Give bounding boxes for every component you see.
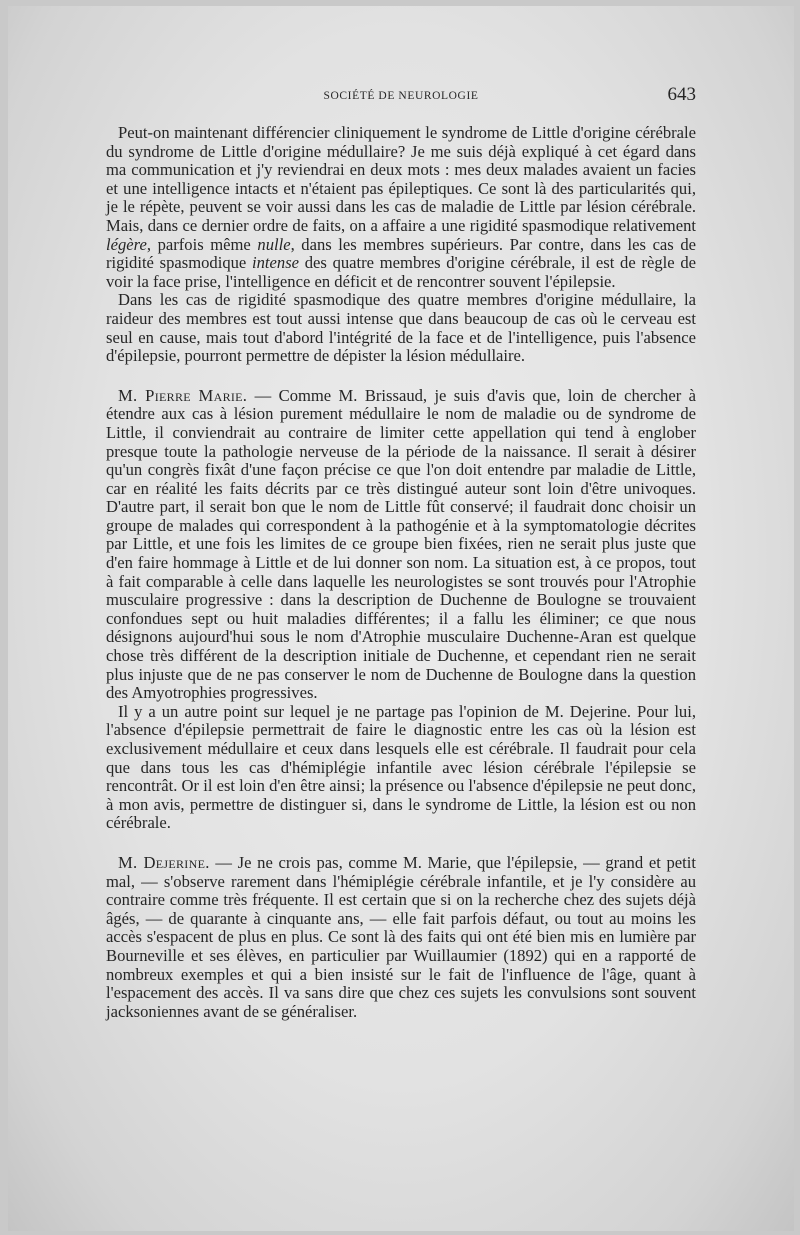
paragraph-text: des quatre membres d'origine cérébrale, il est de règle de voir la face prise, l'intelligence en déficit et de rencontrer souvent l'épilepsie.: [106, 253, 696, 291]
paragraph-text: Il y a un autre point sur lequel je ne partage pas l'opinion de M. Dejerine. Pour lui, l'absence d'épilepsie permettrait de faire le diagnostic entre les cas où la lésion est exclusivement médullaire et ceux dans lesquels elle est cérébrale. Il faudrait pour cela que dans tous les cas d'hémiplégie infantile avec lésion cérébrale l'épilepsie se rencontrât. Or il est loin d'en être ainsi; la présence ou l'absence d'épilepsie ne peut donc, à mon avis, permettre de distinguer si, dans le syndrome de Little, la lésion est ou non cérébrale.: [106, 701, 696, 833]
paragraph-text: — Comme M. Brissaud, je suis d'avis que, loin de chercher à étendre aux cas à lésion purement médullaire le nom de maladie ou de syndrome de Little, il conviendrait au contraire de limiter cette appellation qui tend à englober presque toute la pathologie nerveuse de la période de la naissance. Il serait à désirer qu'un congrès fixât d'une façon précise ce que l'on doit entendre par maladie de Little, car en réalité les faits décrits par ce très distingué auteur sont loin d'être univoques. D'autre part, il serait bon que le nom de Little fût conservé; il faudrait donc choisir un groupe de malades qui correspondent à la pathogénie et à la symptomatologie décrites par Little, et une fois les limites de ce groupe bien fixées, rien ne serait plus juste que d'en faire hommage à Little et de lui donner son nom. La situation est, à ce propos, tout à fait comparable à celle dans laquelle les neurologistes se sont trouvés pour l'Atrophie musculaire progressive : dans la description de Duchenne de Boulogne se trouvaient confondues sept ou huit maladies différentes; il a fallu les éliminer; ce que nous désignons aujourd'hui sous le nom d'Atrophie musculaire Duchenne-Aran est quelque chose très différent de la description initiale de Duchenne, et cependant rien ne serait plus injuste que de ne pas conserver le nom de Duchenne de Boulogne dans la question des Amyotrophies progressives.: [106, 385, 696, 703]
page-number: 643: [667, 84, 696, 105]
speaker-name: M. Dejerine.: [118, 852, 210, 872]
speaker-name: M. Pierre Marie.: [118, 385, 248, 405]
page-content: [106, 84, 696, 1021]
running-head: SOCIÉTÉ DE NEUROLOGIE: [323, 90, 479, 102]
paragraph-little-syndrome-differentiation: [106, 124, 696, 291]
page-header: [106, 84, 696, 112]
paragraph-medullary-rigidity: [106, 291, 696, 365]
paragraph-text: Peut-on maintenant différencier cliniquement le syndrome de Little d'origine cérébrale du syndrome de Little d'origine médullaire? Je me suis déjà expliqué à cet égard dans ma communication et j'y reviendrai en deux mots : mes deux malades avaient un facies et une intelligence intacts et n'étaient pas épileptiques. Ce sont là des particularités qui, je le répète, peuvent se voir aussi dans les cas de maladie de Little par lésion cérébrale. Mais, dans ce dernier ordre de faits, on a affaire a une rigidité spasmodique relativement: [106, 123, 696, 235]
italic-word: intense: [252, 253, 300, 273]
scanned-page: [8, 6, 794, 1231]
paragraph-text: , dans les membres supérieurs. Par contre, dans les cas de rigidité spasmodique: [106, 234, 696, 273]
paragraph-text: , parfois même: [146, 234, 258, 254]
paragraph-epilepsy-diagnosis: [106, 703, 696, 833]
italic-word: nulle: [257, 234, 291, 254]
paragraph-text: Dans les cas de rigidité spasmodique des quatre membres d'origine médullaire, la raideur des membres est tout aussi intense que dans beaucoup de cas où le cerveau est seul en cause, mais tout d'abord l'intégrité de la face et de l'intelligence, puis l'absence d'épilepsie, pourront permettre de dépister la lésion médullaire.: [106, 290, 696, 366]
paragraph-text: — Je ne crois pas, comme M. Marie, que l'épilepsie, — grand et petit mal, — s'observe rarement dans l'hémiplégie cérébrale infantile, et je l'y considère au contraire comme très fréquente. Il est certain que si on la recherche chez des sujets déjà âgés, — de quarante à cinquante ans, — elle fait parfois défaut, ou tout au moins les accès s'espacent de plus en plus. Ce sont là des faits qui ont été bien mis en lumière par Bourneville et ses élèves, en particulier par Wuillaumier (1892) qui en a rapporté de nombreux exemples et qui a bien insisté sur le fait de l'influence de l'âge, quant à l'espacement des accès. Il va sans dire que chez ces sujets les convulsions sont souvent jacksoniennes avant de se généraliser.: [106, 852, 696, 1021]
paragraph-pierre-marie: [106, 387, 696, 703]
paragraph-dejerine: [106, 854, 696, 1021]
italic-word: légère: [106, 234, 147, 254]
